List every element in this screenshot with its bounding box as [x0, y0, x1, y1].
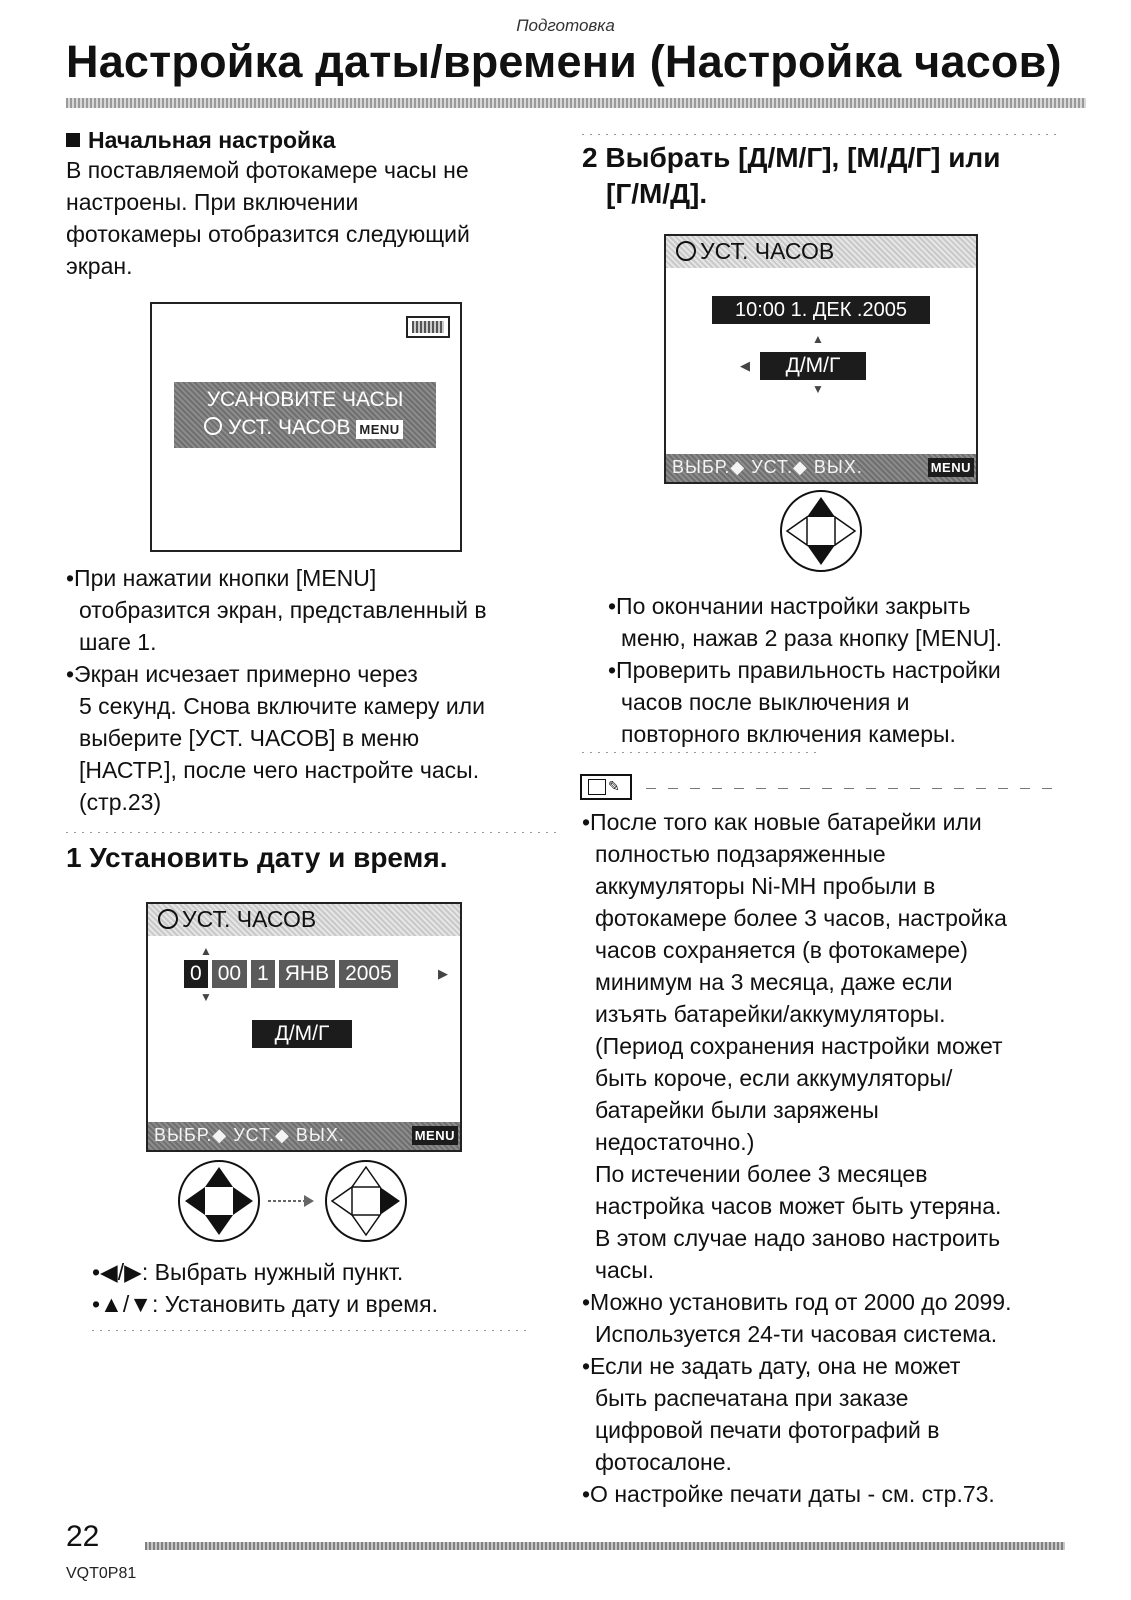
step2-heading [582, 140, 1000, 212]
screen-title-text: УСТ. ЧАСОВ [182, 906, 317, 932]
menu-badge: MENU [356, 420, 402, 439]
initial-description [66, 154, 536, 282]
note-line: (стр.23) [79, 789, 162, 815]
info-block [582, 806, 1072, 1510]
set-clock-message: УСАНОВИТЕ ЧАСЫ [206, 388, 404, 411]
dotted-separator [66, 832, 556, 833]
down-arrow-icon: ▼ [812, 382, 824, 396]
up-arrow-icon: ▲ [812, 332, 824, 346]
step2-title-line: [Г/М/Д]. [606, 178, 708, 209]
dotted-separator [92, 1330, 532, 1331]
step2-number: 2 [582, 142, 598, 173]
info-line: В этом случае надо заново настроить [595, 1225, 1001, 1251]
bullet-text: Установить дату и время. [164, 1291, 438, 1317]
bullet-text: Выбрать нужный пункт. [154, 1259, 404, 1285]
step1-number: 1 [66, 842, 82, 873]
bullet-keys: •◀/▶: [92, 1259, 149, 1285]
document-code: VQT0P81 [66, 1565, 137, 1582]
info-line: часов сохраняется (в фотокамере) [595, 937, 968, 963]
year-field[interactable]: 2005 [339, 960, 398, 988]
section-label: Подготовка [516, 16, 615, 35]
day-field[interactable]: 1 [251, 960, 275, 988]
info-line: минимум на 3 месяца, даже если [595, 969, 953, 995]
notes-initial [66, 562, 546, 818]
menu-badge: MENU [412, 1126, 458, 1145]
note-line: шаге 1. [79, 629, 157, 655]
page-number: 22 [66, 1520, 100, 1553]
dpad-sequence [176, 1158, 416, 1244]
note-line: •При нажатии кнопки [MENU] [66, 565, 377, 591]
page-rule [145, 1542, 1065, 1550]
format-field[interactable]: Д/М/Г [252, 1020, 352, 1048]
down-arrow-icon: ▼ [200, 990, 212, 1004]
info-line: часы. [595, 1257, 655, 1283]
info-line: фотосалоне. [595, 1449, 732, 1475]
set-clock-banner [174, 382, 436, 448]
info-line: батарейки были заряжены [595, 1097, 879, 1123]
screen-title [158, 906, 316, 933]
dotted-separator [582, 134, 1062, 135]
step1-bullets [92, 1256, 552, 1320]
initial-heading-text: Начальная настройка [88, 127, 336, 153]
info-line: фотокамере более 3 часов, настройка [595, 905, 1007, 931]
up-arrow-icon: ▲ [200, 944, 212, 958]
dpad-icon [776, 488, 866, 574]
page-title: Настройка даты/времени (Настройка часов) [66, 36, 1062, 87]
step1-title: Установить дату и время. [89, 842, 448, 873]
info-line: недостаточно.) [595, 1129, 755, 1155]
info-line: настройка часов может быть утеряна. [595, 1193, 1002, 1219]
datetime-display: 10:00 1. ДЕК .2005 [712, 296, 930, 324]
clock-menu-line [204, 416, 403, 440]
menu-badge: MENU [928, 458, 974, 477]
screen-footer-text: ВЫБР.◆ УСТ.◆ ВЫХ. [154, 1125, 345, 1145]
step2-title-line [582, 140, 1000, 176]
dpad-icon [179, 1161, 259, 1241]
note-line: повторного включения камеры. [621, 721, 956, 747]
info-line: •Если не задать дату, она не может [582, 1353, 961, 1379]
clock-icon [676, 241, 696, 261]
info-line: (Период сохранения настройки может [595, 1033, 1003, 1059]
step2-title: Выбрать [Д/М/Г], [М/Д/Г] или [605, 142, 1001, 173]
info-line: •Можно установить год от 2000 до 2099. [582, 1289, 1012, 1315]
info-line: цифровой печати фотографий в [595, 1417, 940, 1443]
dotted-separator [582, 752, 822, 753]
initial-heading [66, 124, 336, 156]
note-line: •По окончании настройки закрыть [608, 593, 971, 619]
month-field[interactable]: ЯНВ [279, 960, 335, 988]
screen-title-text: УСТ. ЧАСОВ [700, 238, 835, 264]
note-line: •Проверить правильность настройки [608, 657, 1001, 683]
info-line: полностью подзаряженные [595, 841, 886, 867]
left-arrow-icon: ◀ [740, 358, 750, 373]
note-line: •Экран исчезает примерно через [66, 661, 418, 687]
note-line: часов после выключения и [621, 689, 910, 715]
format-field[interactable]: Д/М/Г [760, 352, 866, 380]
screen-footer-text: ВЫБР.◆ УСТ.◆ ВЫХ. [672, 457, 863, 477]
title-rule [66, 98, 1086, 108]
text-line: настроены. При включении [66, 189, 359, 215]
info-line: •После того как новые батарейки или [582, 809, 982, 835]
bullet-keys: •▲/▼: [92, 1291, 159, 1317]
note-line: меню, нажав 2 раза кнопку [MENU]. [621, 625, 1002, 651]
info-line: Используется 24-ти часовая система. [595, 1321, 998, 1347]
note-line: 5 секунд. Снова включите камеру или [79, 693, 485, 719]
screen-step2 [664, 234, 978, 484]
bullet-line [92, 1288, 552, 1320]
square-bullet-icon [66, 133, 80, 147]
dpad-icon [326, 1161, 406, 1241]
text-line: экран. [66, 253, 133, 279]
screen-footer [666, 454, 976, 482]
hour-field[interactable]: 0 [184, 960, 208, 988]
note-icon: ✎ [580, 774, 632, 800]
bullet-line [92, 1256, 552, 1288]
arrow-right-icon [268, 1195, 314, 1207]
info-line: быть распечатана при заказе [595, 1385, 909, 1411]
minute-field[interactable]: 00 [212, 960, 247, 988]
clock-icon [158, 909, 178, 929]
dashed-separator [646, 788, 1058, 789]
info-line: быть короче, если аккумуляторы/ [595, 1065, 953, 1091]
screen-title [676, 238, 834, 265]
screen-footer [148, 1122, 460, 1150]
step1-heading [66, 840, 447, 876]
text-line: В поставляемой фотокамере часы не [66, 157, 469, 183]
info-line: изъять батарейки/аккумуляторы. [595, 1001, 946, 1027]
clock-menu-label: УСТ. ЧАСОВ [228, 416, 351, 439]
note-line: [НАСТР.], после чего настройте часы. [79, 757, 480, 783]
step2-notes [608, 590, 1068, 750]
note-line: выберите [УСТ. ЧАСОВ] в меню [79, 725, 420, 751]
screen-initial [150, 302, 462, 552]
info-line: аккумуляторы Ni-MH пробыли в [595, 873, 936, 899]
info-line: По истечении более 3 месяцев [595, 1161, 928, 1187]
note-line: отобразится экран, представленный в [79, 597, 487, 623]
screen-step1 [146, 902, 462, 1152]
text-line: фотокамеры отобразится следующий [66, 221, 470, 247]
info-line: •О настройке печати даты - см. стр.73. [582, 1481, 995, 1507]
datetime-fields [184, 960, 398, 988]
right-arrow-icon: ▶ [438, 966, 448, 981]
clock-icon [204, 417, 222, 435]
battery-icon [406, 316, 450, 338]
